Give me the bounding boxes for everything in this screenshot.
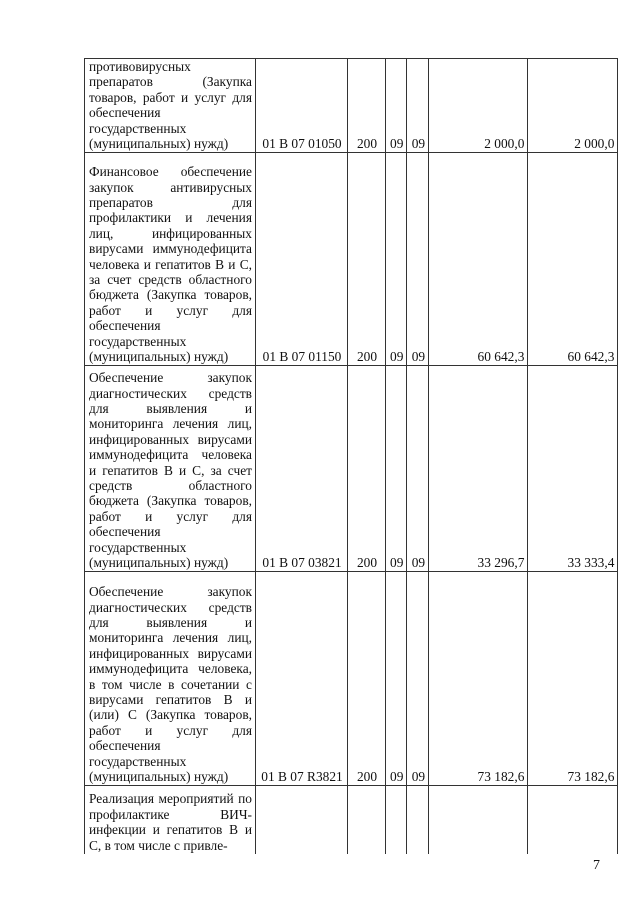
table-row (85, 366, 618, 572)
expense-name: Обеспечение закупок диагностических средств для выявления и мониторинга лечения лиц, инфицированных вирусами иммунодефицита человека, в том числе в сочетании с вирусами гепатитов В и (или) С (Закупка товаров, работ и услуг для обеспечения государственных (муниципальных) нужд) (85, 572, 256, 786)
section-code: 09 (386, 153, 407, 366)
target-article-code: 01 В 07 01050 (256, 59, 348, 153)
section-code: 09 (386, 572, 407, 786)
amount-year-1: 60 642,3 (429, 153, 528, 366)
amount-year-1 (429, 786, 528, 854)
expense-type-code: 200 (348, 366, 386, 572)
amount-year-2: 33 333,4 (528, 366, 618, 572)
page-number: 7 (593, 858, 600, 873)
section-code: 09 (386, 59, 407, 153)
target-article-code: 01 В 07 03821 (256, 366, 348, 572)
expense-type-code: 200 (348, 572, 386, 786)
target-article-code: 01 В 07 R3821 (256, 572, 348, 786)
amount-year-1: 73 182,6 (429, 572, 528, 786)
expense-name: Реализация мероприятий по профилактике ВИЧ-инфекции и гепатитов В и С, в том числе с привле- (85, 786, 256, 854)
subsection-code: 09 (407, 366, 429, 572)
expense-name: Обеспечение закупок диагностических средств для выявления и мониторинга лечения лиц, инфицированных вирусами иммунодефицита человека и гепатитов В и С, за счет средств областного бюджета (Закупка товаров, работ и услуг для обеспечения государственных (муниципальных) нужд) (85, 366, 256, 572)
amount-year-2: 2 000,0 (528, 59, 618, 153)
amount-year-2: 60 642,3 (528, 153, 618, 366)
expense-name: Финансовое обеспечение закупок антивирусных препаратов для профилактики и лечения лиц, инфицированных вирусами иммунодефицита человека и гепатитов В и С, за счет средств областного бюджета (Закупка товаров, работ и услуг для обеспечения государственных (муниципальных) нужд) (85, 153, 256, 366)
subsection-code: 09 (407, 153, 429, 366)
expense-type-code (348, 786, 386, 854)
subsection-code: 09 (407, 572, 429, 786)
target-article-code (256, 786, 348, 854)
table-row (85, 786, 618, 854)
amount-year-1: 2 000,0 (429, 59, 528, 153)
table-row (85, 153, 618, 366)
table-row (85, 572, 618, 786)
target-article-code: 01 В 07 01150 (256, 153, 348, 366)
budget-table (84, 58, 618, 854)
expense-type-code: 200 (348, 59, 386, 153)
amount-year-2 (528, 786, 618, 854)
expense-name: противовирусных препаратов (Закупка товаров, работ и услуг для обеспечения государственных (муниципальных) нужд) (85, 59, 256, 153)
section-code: 09 (386, 366, 407, 572)
table-row (85, 59, 618, 153)
subsection-code: 09 (407, 59, 429, 153)
amount-year-2: 73 182,6 (528, 572, 618, 786)
expense-type-code: 200 (348, 153, 386, 366)
subsection-code (407, 786, 429, 854)
amount-year-1: 33 296,7 (429, 366, 528, 572)
section-code (386, 786, 407, 854)
